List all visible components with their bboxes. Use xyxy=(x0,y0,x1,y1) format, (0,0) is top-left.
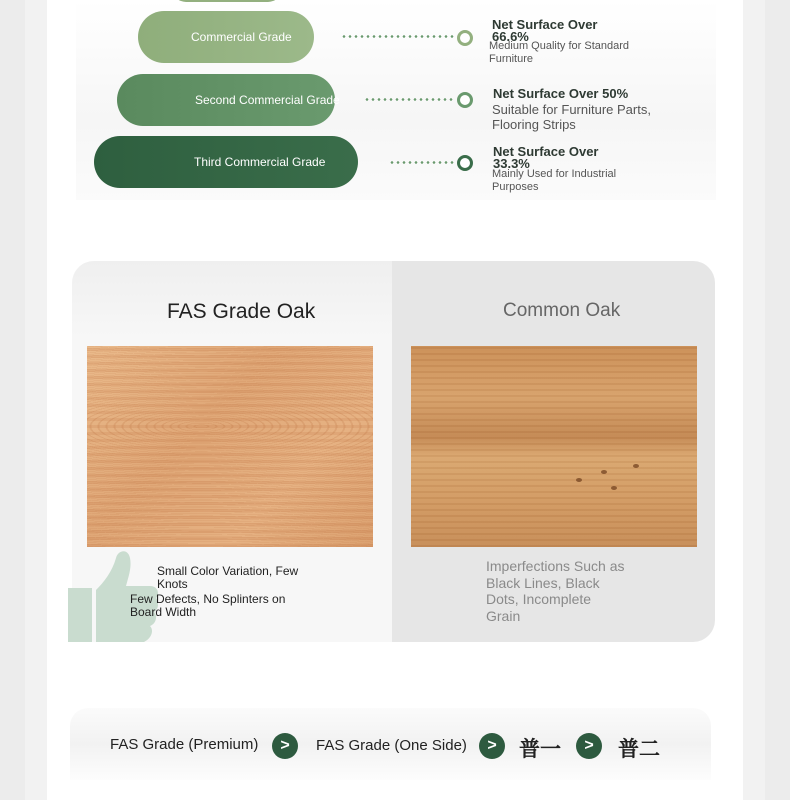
knot-mark xyxy=(601,470,607,474)
grade-description: Medium Quality for Standard Furniture xyxy=(489,40,630,65)
common-oak-title: Common Oak xyxy=(503,300,621,321)
grade-pill-second-commercial xyxy=(117,74,340,126)
knot-mark xyxy=(576,478,582,482)
chevron-right-icon: > xyxy=(576,733,602,759)
knot-mark xyxy=(611,486,617,490)
grade-pill-label: Second Commercial Grade xyxy=(195,93,340,107)
grade-description: Mainly Used for Industrial Purposes xyxy=(492,168,617,193)
knot-mark xyxy=(633,464,639,468)
connector-ring-icon xyxy=(457,30,473,46)
flow-item-fas-premium: FAS Grade (Premium) xyxy=(110,736,259,753)
grade-title: Net Surface Over 33.3% xyxy=(493,144,599,171)
connector-dots xyxy=(389,161,455,164)
common-oak-imperfections: Imperfections Such as Black Lines, Black Dots, Incomplete Grain xyxy=(486,558,625,624)
common-oak-wood-sample xyxy=(411,346,697,547)
grade-pill-label: Commercial Grade xyxy=(191,30,292,44)
page-margin-right xyxy=(743,0,765,800)
fas-feature-item: Few Defects, No Splinters on Board Width xyxy=(130,592,286,619)
page-margin-left xyxy=(25,0,47,800)
grade-title: Net Surface Over 50% xyxy=(493,86,629,101)
grade-pill-third-commercial xyxy=(94,136,358,188)
fas-oak-title: FAS Grade Oak xyxy=(167,300,316,323)
fas-oak-wood-sample xyxy=(87,346,373,547)
connector-dots xyxy=(341,35,455,38)
grade-pill-label: Third Commercial Grade xyxy=(194,155,326,169)
grade-pill-commercial xyxy=(138,11,314,63)
flow-item-fas-one-side: FAS Grade (One Side) xyxy=(316,737,467,754)
grade-pill-partial xyxy=(172,0,282,2)
fas-feature-item: Small Color Variation, Few Knots xyxy=(157,564,299,591)
connector-dots xyxy=(364,98,455,101)
grade-description: Suitable for Furniture Parts, Flooring Strips xyxy=(492,102,651,132)
connector-ring-icon xyxy=(457,92,473,108)
flow-item-common-2: 普二 xyxy=(618,738,660,761)
flow-item-common-1: 普一 xyxy=(519,738,561,761)
connector-ring-icon xyxy=(457,155,473,171)
chevron-right-icon: > xyxy=(272,733,298,759)
grade-title: Net Surface Over 66.6% xyxy=(492,17,598,44)
chevron-right-icon: > xyxy=(479,733,505,759)
